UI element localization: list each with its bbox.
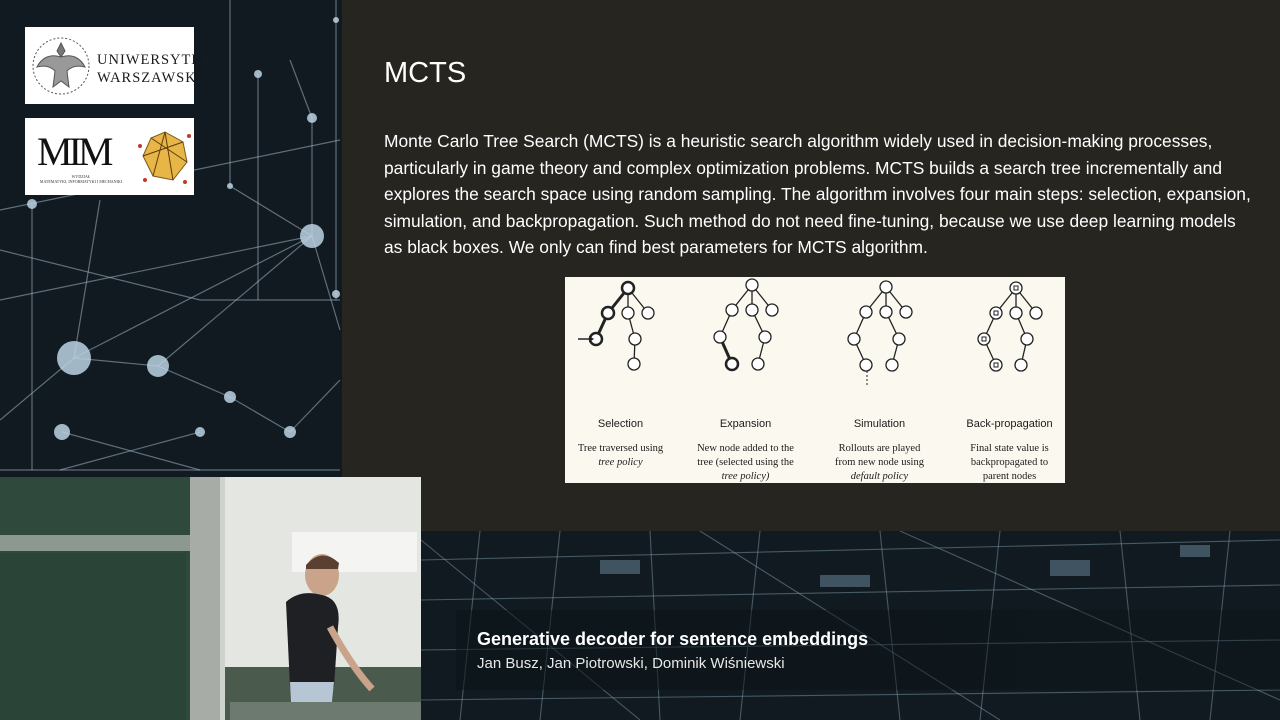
speaker-video-frame <box>0 477 421 720</box>
university-logo <box>25 27 212 104</box>
step-label-simulation: Simulation <box>853 418 906 430</box>
faculty-subtitle-line1: WYDZIAŁ <box>71 174 91 179</box>
mcts-diagram <box>565 277 1065 483</box>
network-graph-icon <box>137 126 193 188</box>
lower-third-banner <box>456 610 1280 690</box>
step-label-backpropagation: Back-propagation <box>966 418 1053 430</box>
university-name-line1: UNIWERSYTET <box>97 52 212 68</box>
slide-title: MCTS <box>384 57 467 89</box>
step-label-selection: Selection <box>597 418 644 430</box>
speaker-camera-feed <box>0 477 421 720</box>
mcts-trees-illustration <box>565 277 1065 387</box>
slide-body-text: Monte Carlo Tree Search (MCTS) is a heuristic search algorithm widely used in decision-making processes, particularly in game theory and complex optimization problems. MCTS builds a search tree incrementally and explores the search space using random sampling. The algorithm involves four main steps: selection, expansion, simulation, and backpropagation. Such method do not need fine-tuning, because we use deep learning models as black boxes. We only can find best parameters for MCTS algorithm. <box>384 131 1251 257</box>
step-desc-backpropagation: Final state value is backpropagated to parent nodes <box>970 443 1049 482</box>
talk-authors: Jan Busz, Jan Piotrowski, Dominik Wiśniewski <box>477 655 785 672</box>
talk-title: Generative decoder for sentence embeddings <box>477 629 869 649</box>
university-name-line2: WARSZAWSKI <box>97 70 203 86</box>
step-desc-selection: Tree traversed using tree policy <box>577 443 664 468</box>
step-desc-expansion: New node added to the tree (selected using the tree policy) <box>697 443 794 482</box>
faculty-subtitle-line2: MATEMATYKI, INFORMATYKI I MECHANIKI <box>39 179 123 184</box>
step-desc-simulation: Rollouts are played from new node using default policy <box>835 443 924 482</box>
faculty-logo <box>25 118 194 195</box>
presentation-slide <box>342 0 1280 531</box>
step-label-expansion: Expansion <box>719 418 772 430</box>
eagle-emblem-icon <box>31 31 91 101</box>
faculty-mark: MIM <box>37 129 110 174</box>
faculty-subtitle <box>31 174 131 184</box>
